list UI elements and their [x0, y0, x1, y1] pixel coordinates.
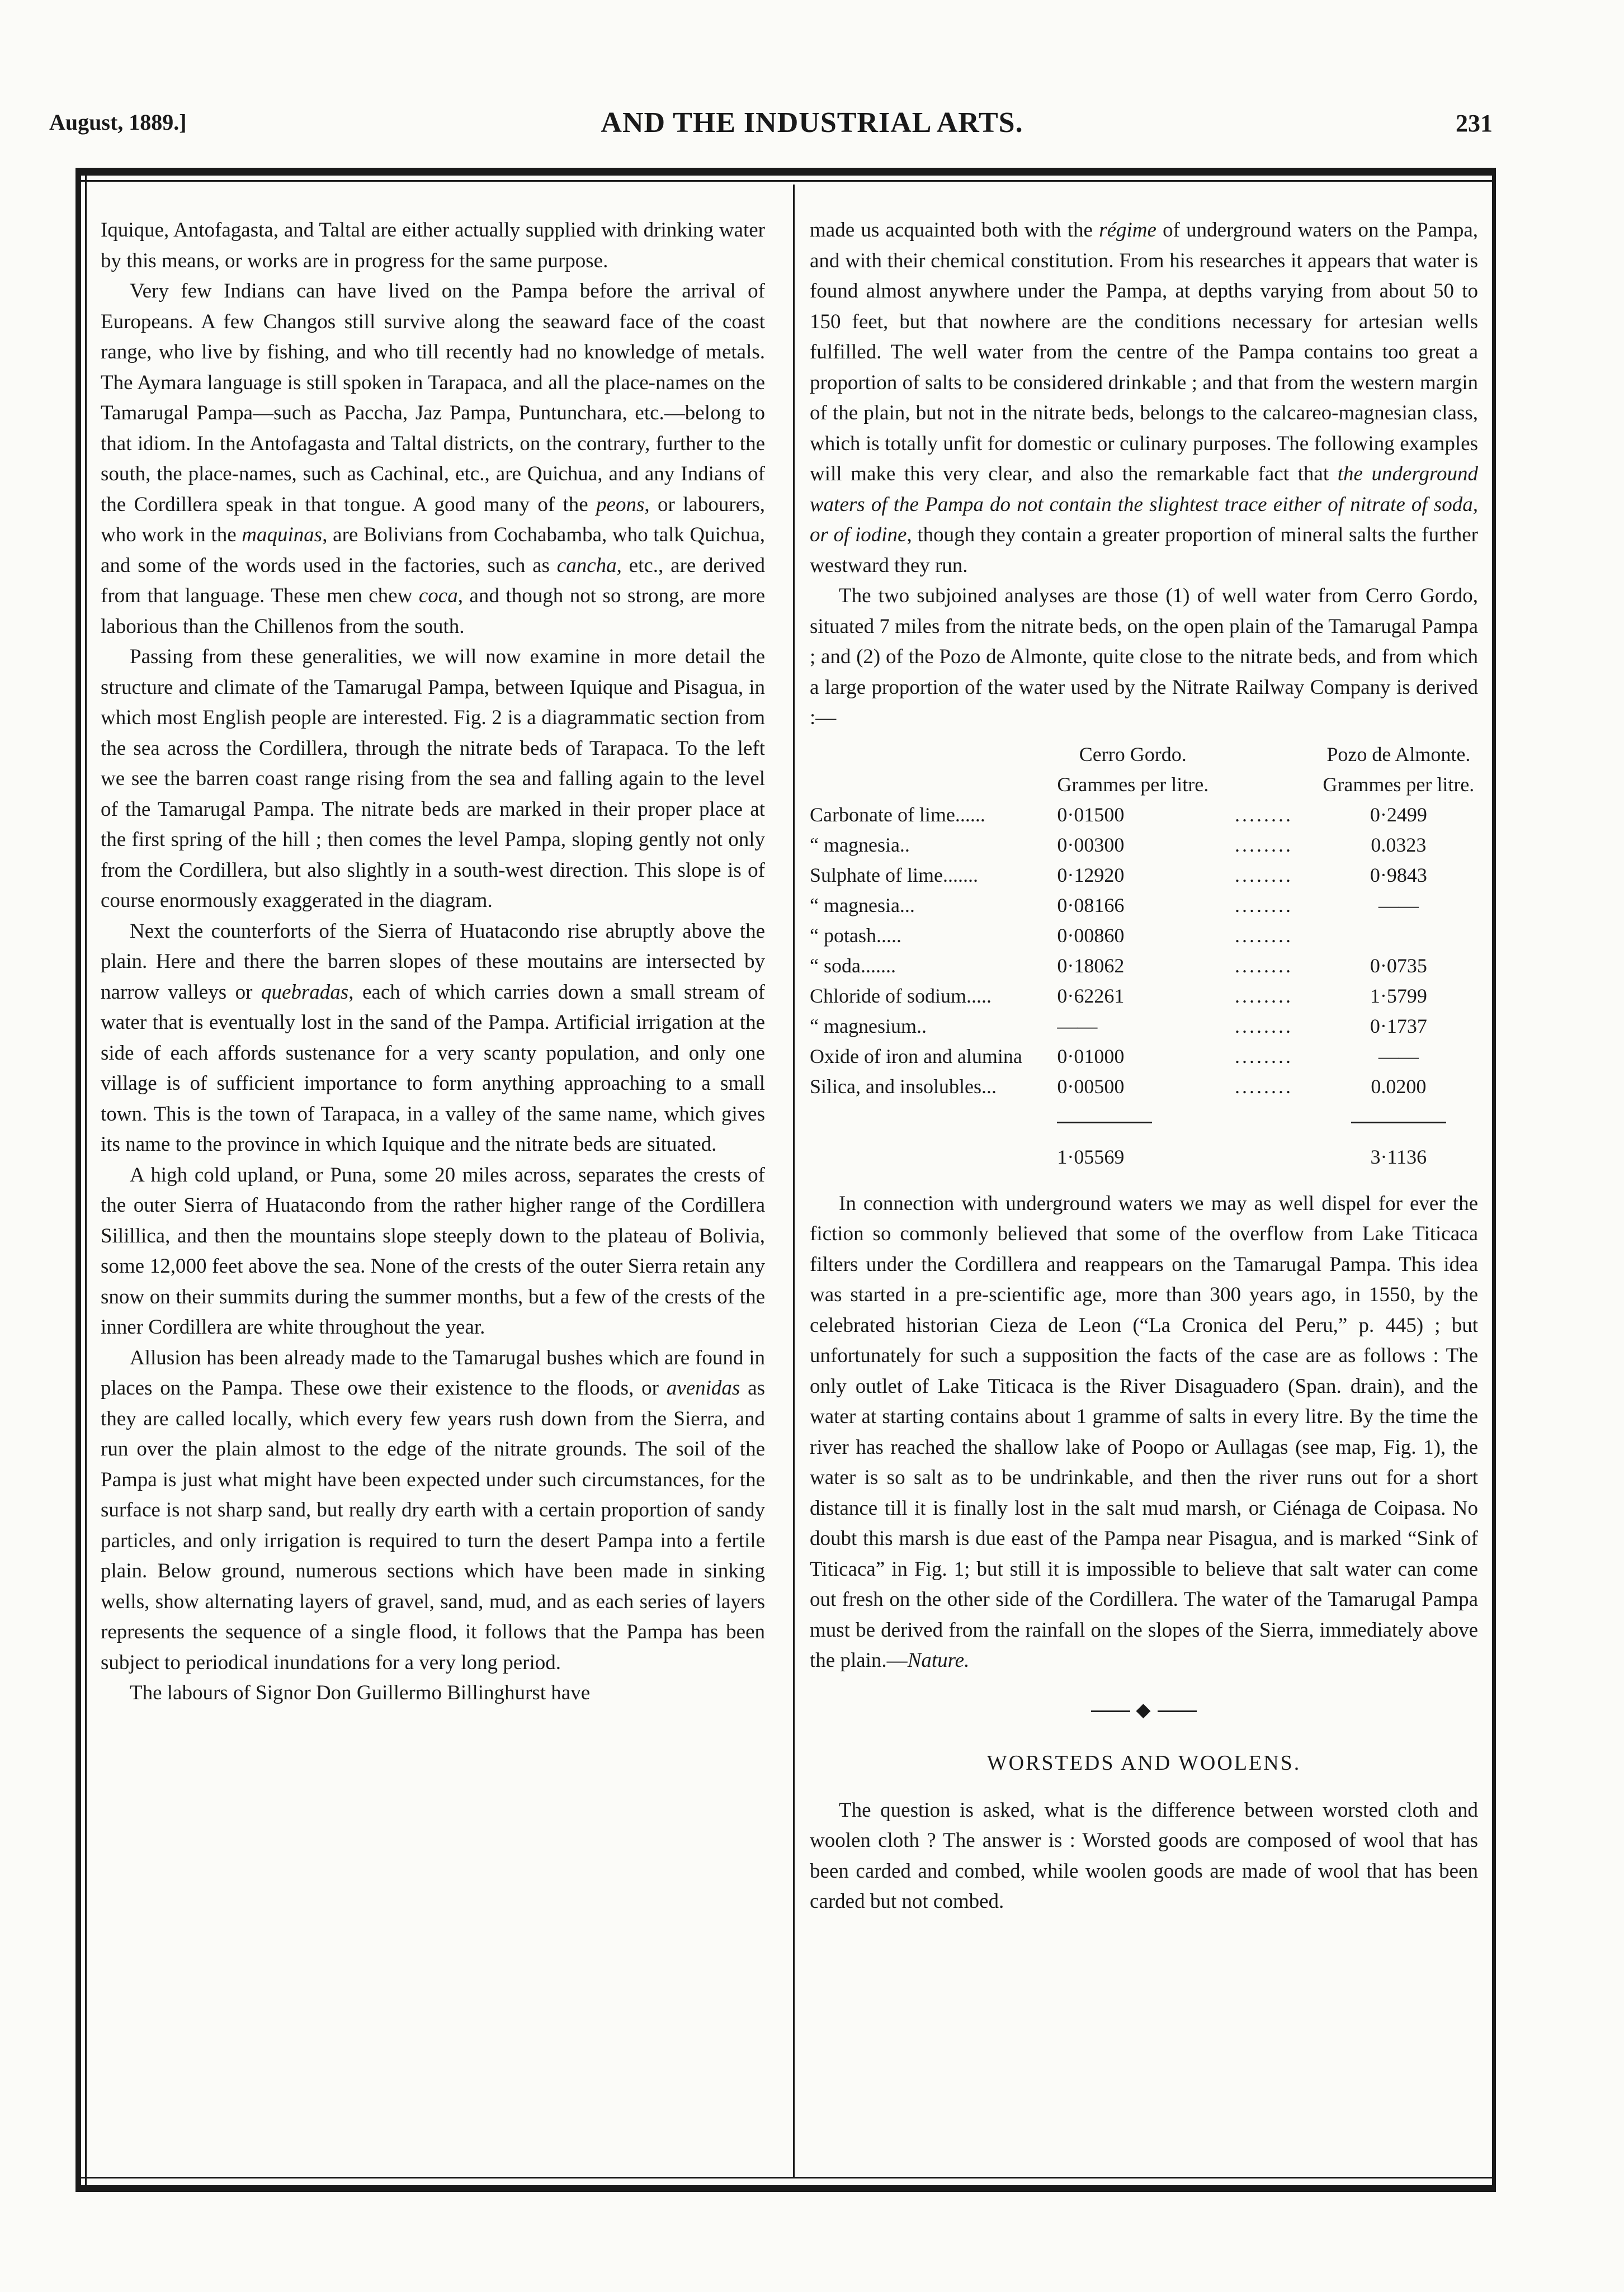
left-column [101, 215, 765, 1709]
col-header-pozo-de-almonte: Pozo de Almonte. [1326, 743, 1471, 765]
table-unit-row [810, 769, 1478, 800]
running-header-date: August, 1889.] [49, 110, 187, 135]
row-value-pozo-de-almonte: —— [1378, 894, 1419, 916]
row-value-pozo-de-almonte: 0·9843 [1370, 863, 1427, 886]
table-row [810, 800, 1478, 830]
left-paragraph-6: Allusion has been already made to the Tamarugal bushes which are found in places on the Pampa. These owe their existence to the floods, or avenidas as they are called locally, which every few years rush down from the Sierra, and run over the plain almost to the edge of the nitrate grounds. The soil of the Pampa is just what might have been expected under such circumstances, for the surface is not sharp sand, but really dry earth with a certain proportion of sandy particles, and only irrigation is required to turn the desert Pampa into a fertile plain. Below ground, numerous sections which have been made in sinking wells, show alternating layers of gravel, sand, mud, and as each series of layers represents the sequence of a single flood, it follows that the Pampa has been subject to periodical inundations for a very long period. [101, 1346, 765, 1674]
section-title: WORSTEDS AND WOOLENS. [986, 1751, 1301, 1775]
row-leader-dots: ........ [1234, 803, 1293, 826]
row-value-pozo-de-almonte [1319, 920, 1478, 951]
row-label: Silica, and insolubles... [810, 1075, 997, 1098]
row-value-cerro-gordo: 0·01000 [1057, 1045, 1125, 1067]
water-analysis-table [810, 739, 1478, 1172]
table-row [810, 830, 1478, 860]
row-value-pozo-de-almonte: 0·1737 [1370, 1014, 1427, 1037]
row-value-cerro-gordo: 0·18062 [1057, 954, 1125, 977]
row-value-pozo-de-almonte: 0·0735 [1370, 954, 1427, 977]
table-row [810, 951, 1478, 981]
row-value-pozo-de-almonte: —— [1378, 1045, 1419, 1067]
frame-top-rule-thin [75, 180, 1493, 182]
right-paragraph-3: In connection with underground waters we may as well dispel for ever the fiction so commonly believed that some of the overflow from Lake Titicaca filters under the Cordillera and reappears on the Tamarugal Pampa. This idea was started in a pre-scientific age, more than 300 years ago, in 1550, by the celebrated historian Cieza de Leon (“La Cronica del Peru,” p. 445) ; but unfortunately for such a supposition the facts of the case are as follows : The only outlet of Lake Titicaca is the River Disaguadero (Span. drain), and the water at starting contains about 1 gramme of salts in every litre. By the time the river has reached the shallow lake of Poopo or Aullagas (see map, Fig. 1), the water is so salt as to be undrinkable, and then the river runs out for a short distance till it is finally lost in the salt mud marsh, or Ciénaga de Coipasa. No doubt this marsh is due east of the Pampa near Pisagua, and is marked “Sink of Titicaca” in Fig. 1; but still it is impossible to believe that salt water can come out fresh on the other side of the Cordillera. The water of the Tamarugal Pampa must be derived from the rainfall on the slopes of the Sierra, immediately above the plain.—Nature. [810, 1192, 1478, 1672]
left-paragraph-5: A high cold upland, or Puna, some 20 miles across, separates the crests of the outer Sierra of Huatacondo from the rather higher range of the Cordillera Silillica, and then the mountains slope steeply down to the plateau of Bolivia, some 12,000 feet above the sea. None of the crests of the outer Sierra retain any snow on their summits during the summer months, but a few of the crests of the inner Cordillera are white throughout the year. [101, 1163, 765, 1339]
row-label: Chloride of sodium..... [810, 984, 992, 1007]
total-pozo-de-almonte: 3·1136 [1370, 1145, 1427, 1168]
row-label: “ potash..... [810, 924, 901, 947]
ornament-diamond-icon: ◆ [1136, 1699, 1152, 1721]
running-header-title: AND THE INDUSTRIAL ARTS. [601, 107, 1023, 139]
row-label: Carbonate of lime...... [810, 803, 985, 826]
row-leader-dots: ........ [1234, 833, 1293, 856]
row-value-pozo-de-almonte: 0.0200 [1371, 1075, 1427, 1098]
row-value-cerro-gordo: 0·62261 [1057, 984, 1125, 1007]
left-paragraph-7: The labours of Signor Don Guillermo Billinghurst have [130, 1681, 591, 1704]
row-value-cerro-gordo: 0·00300 [1057, 833, 1125, 856]
row-label: Oxide of iron and alumina [810, 1045, 1022, 1067]
right-paragraph-1: made us acquainted both with the régime of underground waters on the Pampa, and with their chemical constitution. From his researches it appears that water is found almost anywhere under the Pampa, at depths varying from about 50 to 150 feet, but that nowhere are the conditions necessary for artesian wells fulfilled. The well water from the centre of the Pampa contains too great a proportion of salts to be considered drinkable ; and that from the western margin of the plain, but not in the nitrate beds, belongs to the calcareo-magnesian class, which is totally unfit for domestic or culinary purposes. The following examples will make this very clear, and also the remarkable fact that the underground waters of the Pampa do not contain the slightest trace either of nitrate of soda, or of iodine, though they contain a greater proportion of mineral salts the further westward they run. [810, 219, 1478, 577]
row-value-pozo-de-almonte: 0·2499 [1370, 803, 1427, 826]
table-header-row [810, 739, 1478, 769]
left-paragraph-1: Iquique, Antofagasta, and Taltal are either actually supplied with drinking water by this means, or works are in progress for the same purpose. [101, 219, 765, 272]
right-paragraph-2: The two subjoined analyses are those (1) of well water from Cerro Gordo, situated 7 miles from the nitrate beds, on the open plain of the Tamarugal Pampa ; and (2) of the Pozo de Almonte, quite close to the nitrate beds, and from which a large proportion of the water used by the Nitrate Railway Company is derived :— [810, 584, 1478, 729]
table-row [810, 1071, 1478, 1102]
table-row [810, 1011, 1478, 1041]
col-unit-pozo-de-almonte: Grammes per litre. [1323, 773, 1475, 796]
frame-left-rule [75, 168, 81, 2192]
row-value-cerro-gordo: —— [1057, 1014, 1098, 1037]
row-label: Sulphate of lime....... [810, 863, 978, 886]
table-row [810, 860, 1478, 890]
row-leader-dots: ........ [1234, 1075, 1293, 1098]
total-cerro-gordo: 1·05569 [1057, 1145, 1125, 1168]
row-leader-dots: ........ [1234, 1045, 1293, 1067]
left-paragraph-3: Passing from these generalities, we will now examine in more detail the structure and climate of the Tamarugal Pampa, between Iquique and Pisagua, in which most English people are interested. Fig. 2 is a diagrammatic section from the sea across the Cordillera, through the nitrate beds of Tarapaca. To the left we see the barren coast range rising from the sea and falling again to the level of the Tamarugal Pampa. The nitrate beds are marked in their proper place at the first spring of the hill ; then comes the level Pampa, sloping gently not only from the Cordillera, but also slightly in a south-west direction. This slope is of course enormously exaggerated in the diagram. [101, 645, 765, 912]
row-leader-dots: ........ [1234, 954, 1293, 977]
row-value-pozo-de-almonte: 0.0323 [1371, 833, 1427, 856]
row-value-cerro-gordo: 0·08166 [1057, 894, 1125, 916]
left-paragraph-4: Next the counterforts of the Sierra of Huatacondo rise abruptly above the plain. Here and there the barren slopes of these moutains are intersected by narrow valleys or quebradas, each of which carries down a small stream of water that is eventually lost in the sand of the Pampa. Artificial irrigation at the side of each affords sustenance for a very scanty population, and only one village is of sufficient importance to form anything approaching to a small town. This is the town of Tarapaca, in a valley of the same name, which gives its name to the province in which Iquique and the nitrate beds are situated. [101, 919, 765, 1156]
col-unit-cerro-gordo: Grammes per litre. [1057, 773, 1209, 796]
frame-right-rule [1492, 168, 1496, 2192]
row-label: “ soda....... [810, 954, 896, 977]
col-header-cerro-gordo: Cerro Gordo. [1079, 743, 1187, 765]
row-label: “ magnesia... [810, 894, 915, 916]
column-divider [793, 185, 795, 2178]
table-total-row [810, 1132, 1478, 1172]
right-paragraph-4: The question is asked, what is the difference between worsted cloth and woolen cloth ? The answer is : Worsted goods are composed of wool that has been carded and combed, while woolen goods are made of wool that has been carded but not combed. [810, 1798, 1478, 1913]
page-number: 231 [1456, 110, 1493, 137]
frame-left-rule-thin [85, 168, 87, 2192]
table-row [810, 920, 1478, 951]
table-row [810, 981, 1478, 1011]
row-value-cerro-gordo: 0·01500 [1057, 803, 1125, 826]
row-value-pozo-de-almonte: 1·5799 [1370, 984, 1427, 1007]
row-leader-dots: ........ [1234, 894, 1293, 916]
frame-top-rule [75, 168, 1493, 176]
row-leader-dots: ........ [1234, 1014, 1293, 1037]
row-value-cerro-gordo: 0·12920 [1057, 863, 1125, 886]
table-sum-rule [810, 1102, 1478, 1132]
table-row [810, 890, 1478, 920]
right-column [810, 215, 1478, 1917]
section-ornament [810, 1695, 1478, 1726]
row-label: “ magnesium.. [810, 1014, 927, 1037]
row-leader-dots: ........ [1234, 984, 1293, 1007]
frame-bottom-rule-thin [75, 2177, 1493, 2178]
row-leader-dots: ........ [1234, 863, 1293, 886]
left-paragraph-2: Very few Indians can have lived on the Pampa before the arrival of Europeans. A few Changos still survive along the seaward face of the coast range, who live by fishing, and who till recently had no knowledge of metals. The Aymara language is still spoken in Tarapaca, and all the place-names on the Tamarugal Pampa—such as Paccha, Jaz Pampa, Puntunchara, etc.—belong to that idiom. In the Antofagasta and Taltal districts, on the contrary, further to the south, the place-names, such as Cachinal, etc., are Quichua, and any Indians of the Cordillera speak in that tongue. A good many of the peons, or labourers, who work in the maquinas, are Bolivians from Cochabamba, who talk Quichua, and some of the words used in the factories, such as cancha, etc., are derived from that language. These men chew coca, and though not so strong, are more laborious than the Chillenos from the south. [101, 280, 765, 638]
row-label: “ magnesia.. [810, 833, 910, 856]
row-leader-dots: ........ [1234, 924, 1293, 947]
table-row [810, 1041, 1478, 1071]
frame-bottom-rule [75, 2185, 1493, 2192]
row-value-cerro-gordo: 0·00500 [1057, 1075, 1125, 1098]
row-value-cerro-gordo: 0·00860 [1057, 924, 1125, 947]
